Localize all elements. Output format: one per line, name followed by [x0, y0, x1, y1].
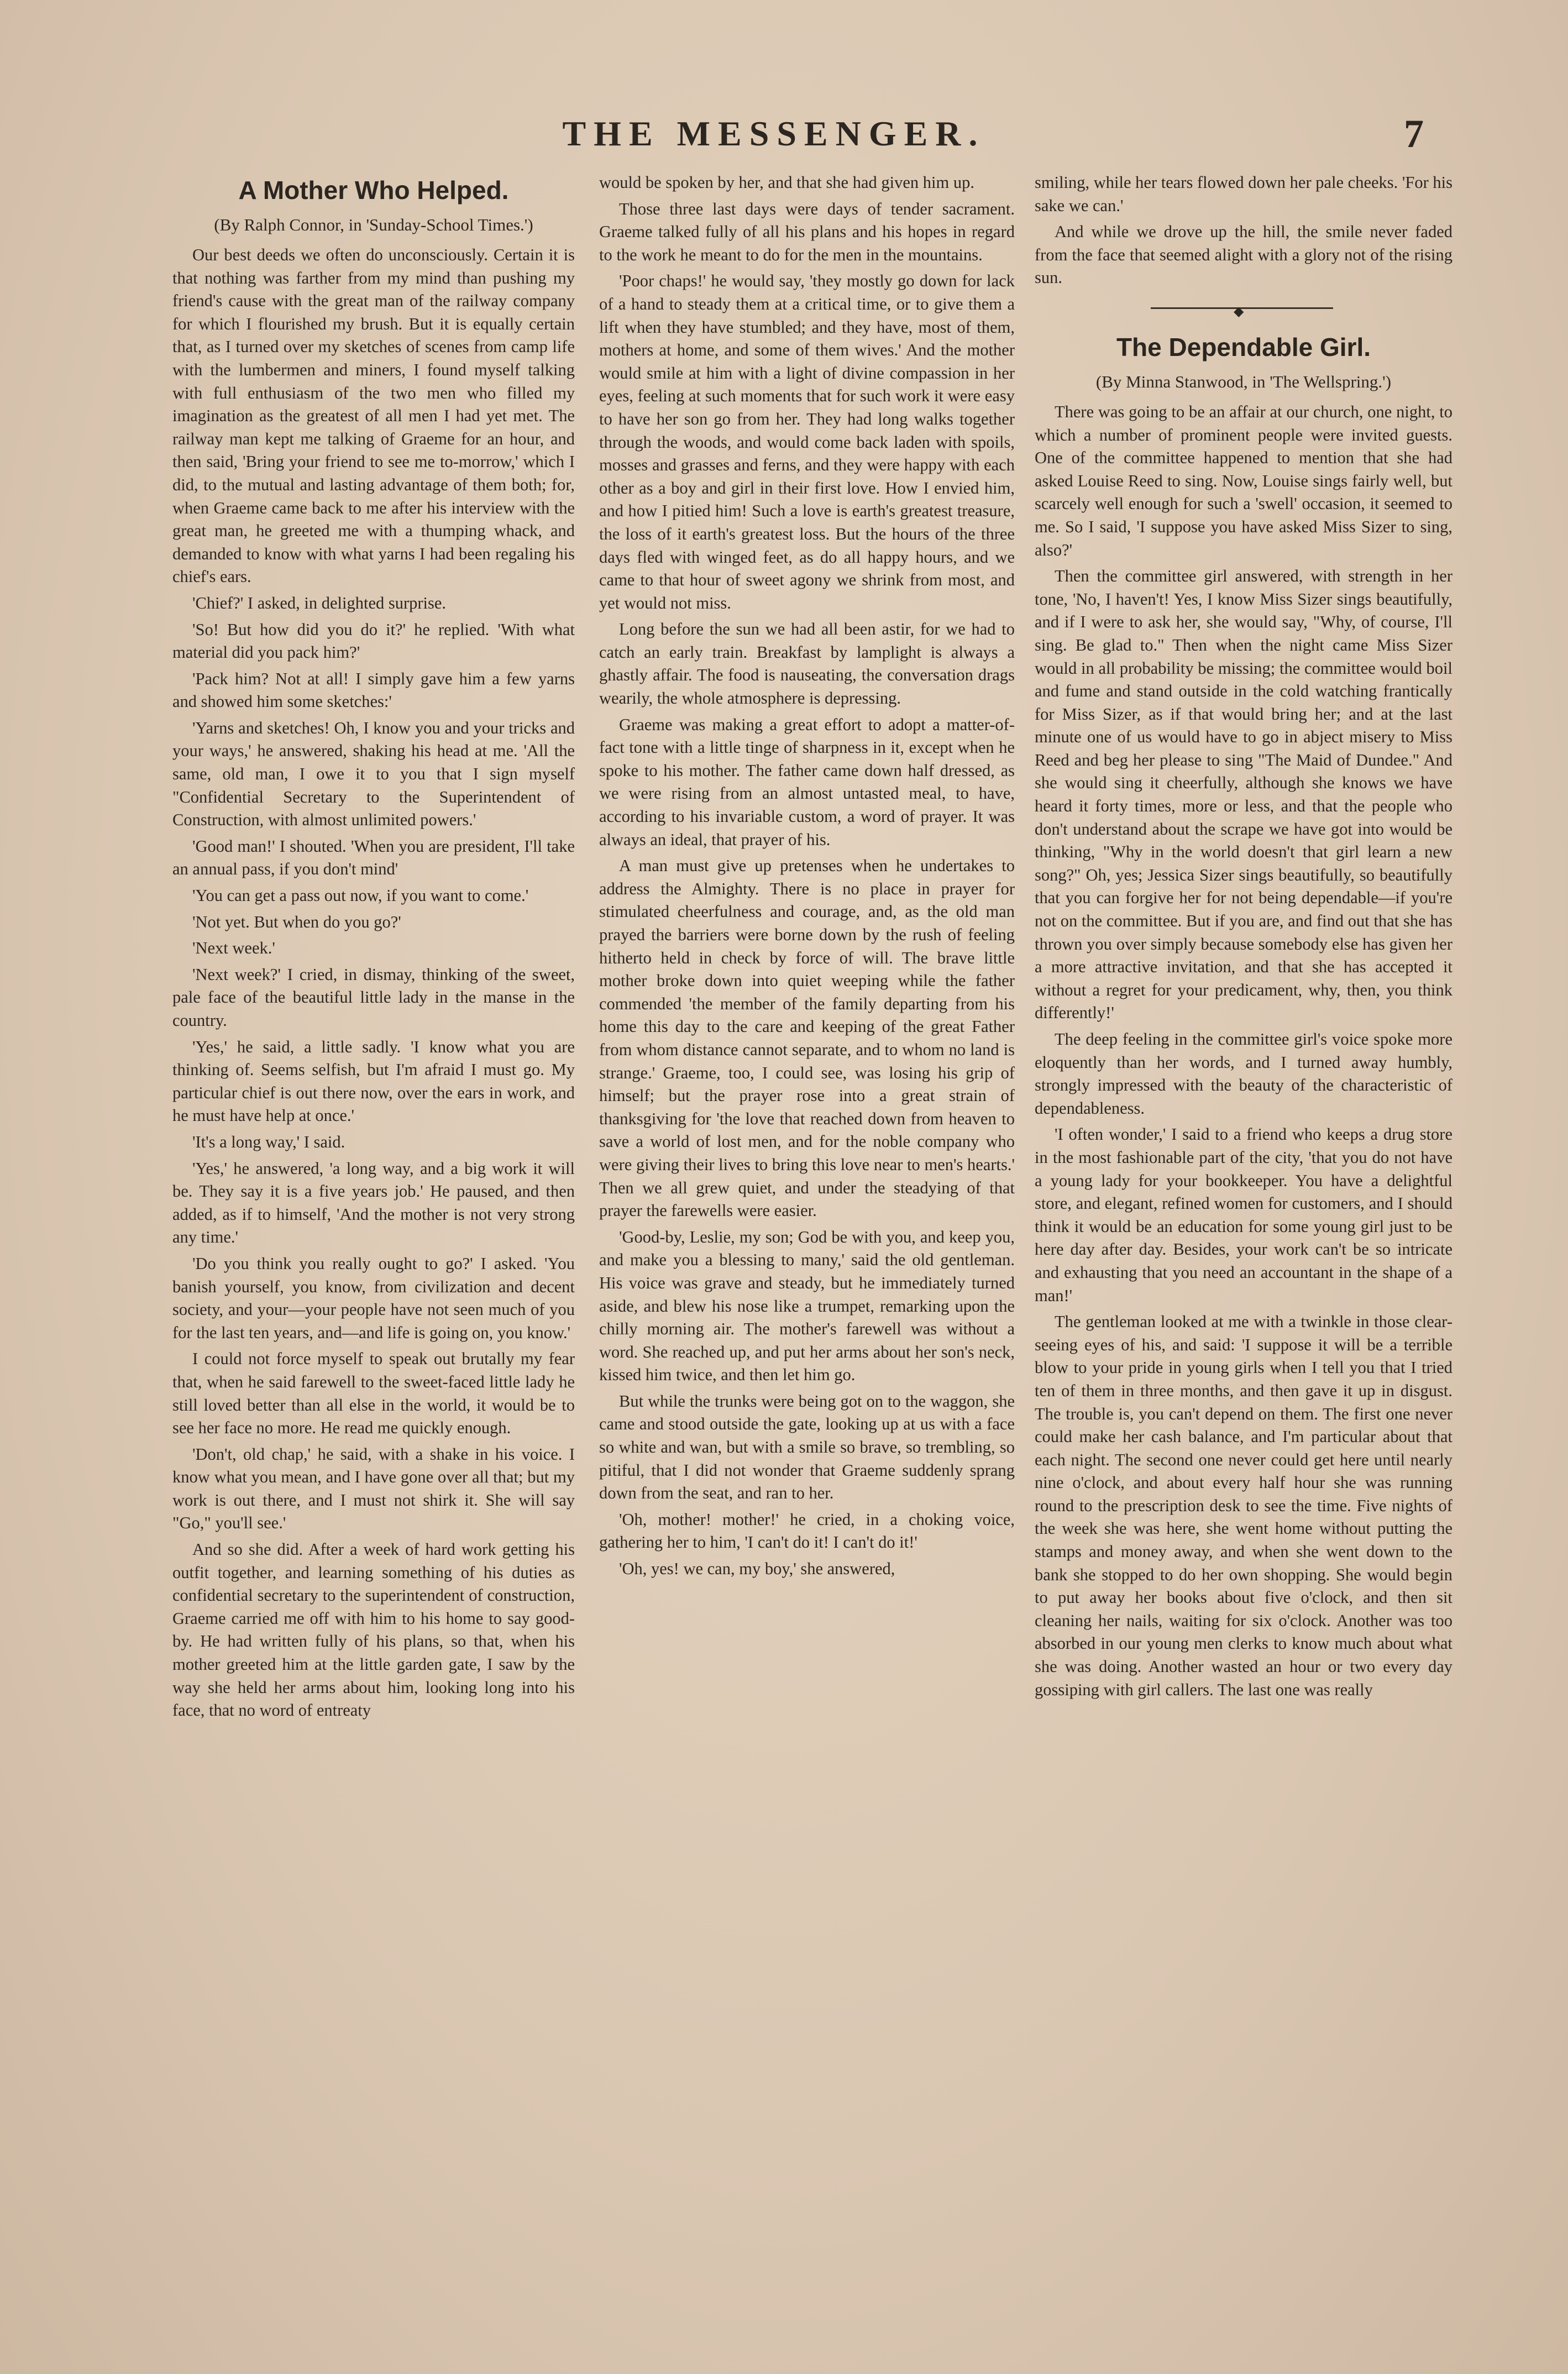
masthead: [0, 113, 1568, 163]
paragraph: 'Don't, old chap,' he said, with a shake in his voice. I know what you mean, and I have gone over all that; but my work is out there, and I must not shirk it. She will say "Go," you'll see.': [172, 1444, 575, 1533]
paragraph: Those three last days were days of tender sacrament. Graeme talked fully of all his plans and his hopes in regard to the work he meant to do for the men in the mountains.: [599, 199, 1015, 264]
paragraph: 'Chief?' I asked, in delighted surprise.: [192, 593, 447, 612]
paragraph: 'You can get a pass out now, if you want to come.': [192, 886, 529, 905]
ornament-icon: ◆: [1234, 304, 1244, 319]
paragraph: 'Good-by, Leslie, my son; God be with you, and keep you, and make you a blessing to many,' said the old gentleman. His voice was grave and steady, but he immediately turned aside, and blew his nose like a trumpet, remarking upon the chilly morning air. The mother's farewell was without a word. She reached up, and put her arms about her son's neck, kissed him twice, and then let him go.: [599, 1227, 1015, 1385]
paragraph: The deep feeling in the committee girl's voice spoke more eloquently than her words, and I turned away humbly, strongly impressed with the beauty of the characteristic of dependableness.: [1035, 1030, 1452, 1118]
paragraph: 'Poor chaps!' he would say, 'they mostly go down for lack of a hand to steady them at a critical time, or to give them a lift when they have stumbled; and they have, most of them, mothers at home, and some of them wives.' And the mother would smile at him with a light of divine compassion in her eyes, feeling at such moments that for such work it were easy to have her son go from her. They had long walks together through the woods, and would come back laden with spoils, mosses and grasses and ferns, and they were happy with each other as a boy and girl in their first love. How I envied him, and how I pitied him! Such a love is earth's greatest treasure, the loss of it earth's greatest loss. But the hours of the three days fled with winged feet, as do all happy hours, and we came to that hour of sweet agony we shrink from most, and yet would not miss.: [599, 271, 1015, 612]
article-byline: (By Minna Stanwood, in 'The Wellspring.'): [1095, 371, 1392, 391]
paragraph: 'Yarns and sketches! Oh, I know you and your tricks and your ways,' he answered, shaking his head at me. 'All the same, old man, I owe it to you that I sign myself "Confidential Secretary to the Superintendent of Construction, with almost unlimited powers.': [172, 718, 575, 830]
paragraph: smiling, while her tears flowed down her pale cheeks. 'For his sake we can.': [1035, 173, 1452, 215]
paragraph: 'I often wonder,' I said to a friend who keeps a drug store in the most fashionable part of the city, 'that you do not have a young lady for your bookkeeper. You have a delightful store, and elegant, refined women for customers, and I should think it would be an education for some young girl just to be here day after day. Besides, your work can't be so intricate and exhausting that you need an accountant in the shape of a man!': [1035, 1125, 1452, 1305]
paragraph: A man must give up pretenses when he undertakes to address the Almighty. There is no place in prayer for stimulated cheerfulness and courage, and, as the old man prayed the barriers were borne down by the rush of feeling hitherto held in check by force of will. The brave little mother broke down into quiet weeping while the father commended 'the member of the family departing from his home this day to the care and keeping of the great Father from whom distance cannot separate, and to whom no land is strange.' Graeme, too, I could see, was losing his grip of himself; but the prayer rose into a great strain of thanksgiving for 'the love that reached down from heaven to save a world of lost men, and for the noble company who were giving their lives to bring this love near to men's hearts.' Then we all grew quiet, and under the steadying of that prayer the farewells were easier.: [599, 856, 1015, 1220]
paragraph: 'Oh, mother! mother!' he cried, in a choking voice, gathering her to him, 'I can't do it! I can't do it!': [599, 1510, 1015, 1552]
article-separator: [1035, 300, 1452, 319]
paragraph: I could not force myself to speak out brutally my fear that, when he said farewell to the sweet-faced little lady he still loved better than all else in the world, it would be to see her face no more. He read me quickly enough.: [172, 1349, 575, 1438]
paragraph: And while we drove up the hill, the smile never faded from the face that seemed alight with a glory not of the rising sun.: [1035, 222, 1452, 287]
paragraph: 'Next week?' I cried, in dismay, thinking of the sweet, pale face of the beautiful little lady in the manse in the country.: [172, 965, 575, 1030]
paragraph: 'Next week.': [192, 939, 275, 958]
paragraph: would be spoken by her, and that she had given him up.: [599, 173, 974, 192]
paragraph: 'Pack him? Not at all! I simply gave him a few yarns and showed him some sketches:': [172, 669, 575, 711]
column-1: [172, 171, 575, 2233]
paragraph: The gentleman looked at me with a twinkle in those clear-seeing eyes of his, and said: 'I suppose it will be a terrible blow to your pride in young girls when I tell you that I tried ten of them in three months, and then gave it up in disgust. The trouble is, you can't depend on them. The first one never could make her cash balance, and I'm particular about that each night. The second one never could get here until nearly nine o'clock, and about every half hour she was running round to the prescription desk to see the time. Five nights of the week she was here, she went home without putting the stamps and money away, and when she went down to the bank she stopped to do her own shopping. She would begin to put away her books about five o'clock, and then sit cleaning her nails, waiting for six o'clock. Another was too absorbed in our young men clerks to know much about what she was doing. Another wasted an hour or two every day gossiping with girl callers. The last one was really: [1035, 1312, 1452, 1699]
article-byline: (By Ralph Connor, in 'Sunday-School Times.'): [214, 215, 533, 234]
article-title: The Dependable Girl.: [1116, 332, 1371, 361]
article-body: [172, 244, 575, 1722]
paragraph: 'Good man!' I shouted. 'When you are president, I'll take an annual pass, if you don't mind': [172, 836, 575, 879]
article-body-continued: [599, 171, 1015, 1581]
paragraph: 'Yes,' he answered, 'a long way, and a big work it will be. They say it is a five years job.' He paused, and then added, as if to himself, 'And the mother is not very strong any time.': [172, 1159, 575, 1247]
paragraph: But while the trunks were being got on to the waggon, she came and stood outside the gate, looking up at us with a face so white and wan, but with a smile so brave, so trembling, so pitiful, that I did not wonder that Graeme suddenly sprang down from the seat, and ran to her.: [599, 1391, 1015, 1503]
article-ending: [1035, 171, 1452, 290]
paragraph: Long before the sun we had all been astir, for we had to catch an early train. Breakfast by lamplight is always a ghastly affair. The food is nauseating, the conversation drags wearily, the whole atmosphere is depressing.: [599, 620, 1015, 708]
article-body: [1035, 401, 1452, 1701]
page-number: 7: [1404, 112, 1424, 156]
paragraph: And so she did. After a week of hard work getting his outfit together, and learning something of his duties as confidential secretary to the superintendent of construction, Graeme carried me off with him to his home to say good-by. He had written fully of his plans, so that, when his mother greeted him at the little garden gate, I saw by the way she held her arms about him, looking long into his face, that no word of entreaty: [172, 1540, 575, 1720]
paragraph: 'So! But how did you do it?' he replied. 'With what material did you pack him?': [172, 620, 575, 662]
column-2: [599, 171, 1015, 2233]
paragraph: 'Do you think you really ought to go?' I asked. 'You banish yourself, you know, from civilization and decent society, and your—your people have not seen much of you for the last ten years, and—and life is going on, you know.': [172, 1254, 575, 1342]
column-3: [1035, 171, 1452, 2233]
paragraph: 'It's a long way,' I said.: [192, 1132, 345, 1151]
paragraph: Graeme was making a great effort to adopt a matter-of-fact tone with a little tinge of sharpness in it, except when he spoke to his mother. The father came down half dressed, as we were rising from an almost untasted meal, to have, according to his invariable custom, a word of prayer. It was always an ideal, that prayer of his.: [599, 715, 1015, 849]
paragraph: Then the committee girl answered, with strength in her tone, 'No, I haven't! Yes, I know Miss Sizer sings beautifully, and if I were to ask her, she would say, "Why, of course, I'll sing. Be glad to." Then when the night came Miss Sizer would in all probability be missing; the committee would boil and fume and stand outside in the cold watching frantically for Miss Sizer, as if that would bring her; and at the last minute one of us would have to go in abject misery to Miss Reed and beg her please to sing "The Maid of Dundee." And she would sing it cheerfully, although she knows we have heard it forty times, more or less, and that the people who don't understand about the scrape we have got into would be thinking, "Why in the world doesn't that girl learn a new song?" Oh, yes; Jessica Sizer sings beautifully, so beautifully that you can forgive her for not being dependable—if you're not on the committee. But if you are, and find out that she has thrown you over simply because somebody else has given her a more attractive invitation, and that she has accepted it without a regret for your predicament, why, then, you think differently!': [1035, 567, 1452, 1023]
paragraph: There was going to be an affair at our church, one night, to which a number of prominent people were invited guests. One of the committee happened to mention that she had asked Louise Reed to sing. Now, Louise sings fairly well, but scarcely well enough for such a 'swell' occasion, it seemed to me. So I said, 'I suppose you have asked Miss Sizer to sing, also?': [1035, 402, 1452, 559]
paragraph: 'Not yet. But when do you go?': [192, 912, 401, 931]
publication-title: THE MESSENGER.: [562, 114, 985, 153]
paragraph: Our best deeds we often do unconsciously. Certain it is that nothing was farther from my mind than pushing my friend's cause with the great man of the railway company for which I flourished my brush. But it is equally certain that, as I turned over my sketches of scenes from camp life with the lumbermen and miners, I found myself talking with full enthusiasm of the two men who filled my imagination as the greatest of all men I had yet met. The railway man kept me talking of Graeme for an hour, and then said, 'Bring your friend to see me to-morrow,' which I did, to the mutual and lasting advantage of them both; for, when Graeme came back to me after his interview with the great man, he greeted me with a thumping whack, and demanded to know with what yarns I had been regaling his chief's ears.: [172, 245, 575, 586]
paragraph: 'Oh, yes! we can, my boy,' she answered,: [619, 1559, 895, 1579]
paragraph: 'Yes,' he said, a little sadly. 'I know what you are thinking of. Seems selfish, but I'm afraid I must go. My particular chief is out there now, over the ears in work, and he must have help at once.': [172, 1037, 575, 1125]
article-title: A Mother Who Helped.: [238, 176, 509, 205]
